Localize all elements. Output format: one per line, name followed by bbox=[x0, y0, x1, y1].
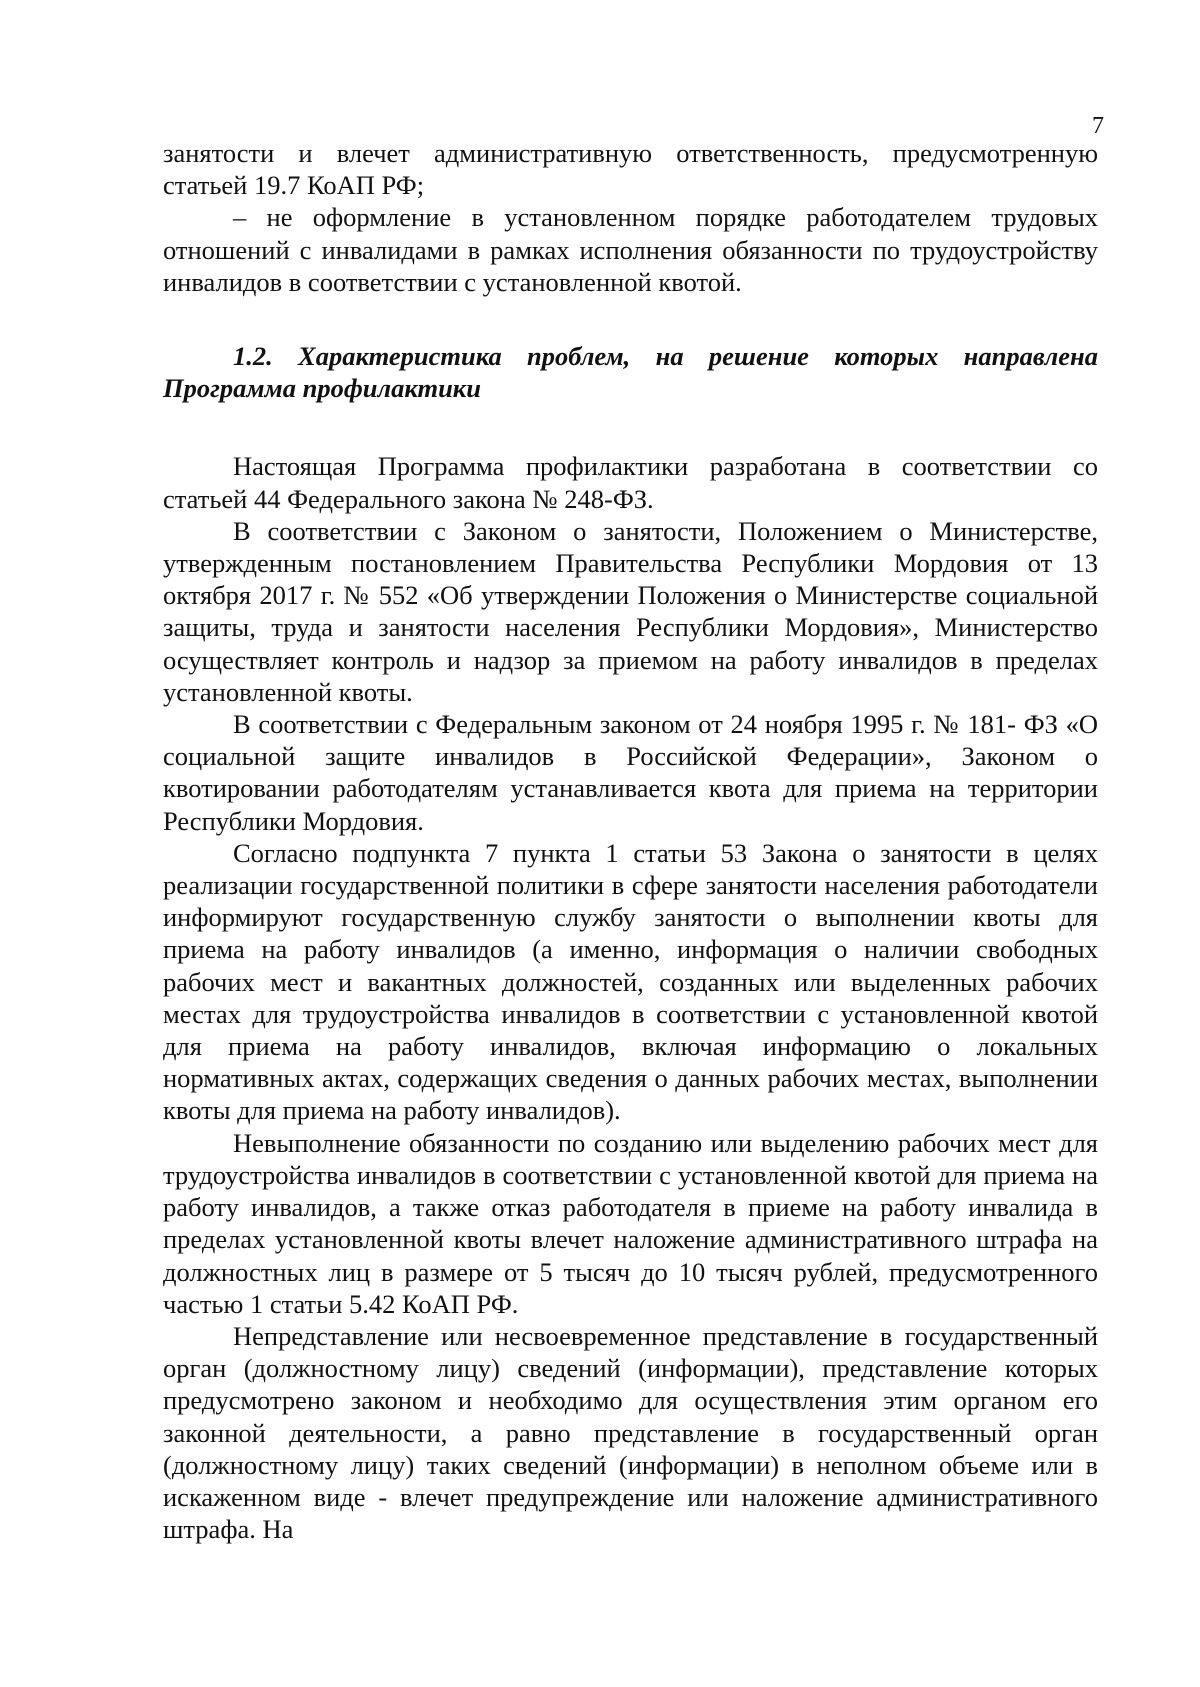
page-number: 7 bbox=[1092, 113, 1104, 139]
paragraph: Согласно подпункта 7 пункта 1 статьи 53 Закона о занятости в целях реализации государственной политики в сфере занятости населения работодатели информируют государственную службу занятости о выполнении квоты для приема на работу инвалидов (а именно, информация о наличии свободных рабочих мест и вакантных должностей, созданных или выделенных рабочих местах для трудоустройства инвалидов в соответствии с установленной квотой для приема на работу инвалидов, включая информацию о локальных нормативных актах, содержащих сведения о данных рабочих местах, выполнении квоты для приема на работу инвалидов). bbox=[163, 837, 1098, 1126]
paragraph-continuation: занятости и влечет административную ответственность, предусмотренную статьей 19.7 КоАП РФ; bbox=[163, 138, 1098, 201]
paragraph: Настоящая Программа профилактики разработана в соответствии со статьей 44 Федерального закона № 248-ФЗ. bbox=[163, 451, 1098, 514]
document-body bbox=[163, 137, 1098, 1545]
paragraph-list-item: – не оформление в установленном порядке работодателем трудовых отношений с инвалидами в рамках исполнения обязанности по трудоустройству инвалидов в соответствии с установленной квотой. bbox=[163, 202, 1098, 297]
paragraph: Невыполнение обязанности по созданию или выделению рабочих мест для трудоустройства инвалидов в соответствии с установленной квотой для приема на работу инвалидов, а также отказ работодателя в приеме на работу инвалида в пределах установленной квоты влечет наложение административного штрафа на должностных лиц в размере от 5 тысяч до 10 тысяч рублей, предусмотренного частью 1 статьи 5.42 КоАП РФ. bbox=[163, 1127, 1098, 1319]
paragraph: В соответствии с Законом о занятости, Положением о Министерстве, утвержденным постановлением Правительства Республики Мордовия от 13 октября 2017 г. № 552 «Об утверждении Положения о Министерстве социальной защиты, труда и занятости населения Республики Мордовия», Министерство осуществляет контроль и надзор за приемом на работу инвалидов в пределах установленной квоты. bbox=[163, 515, 1098, 707]
paragraph: Непредставление или несвоевременное представление в государственный орган (должностному лицу) сведений (информации), представление которых предусмотрено законом и необходимо для осуществления этим органом его законной деятельности, а равно представление в государственный орган (должностному лицу) таких сведений (информации) в неполном объеме или в искаженном виде - влечет предупреждение или наложение административного штрафа. На bbox=[163, 1320, 1098, 1545]
section-heading: 1.2. Характеристика проблем, на решение которых направлена Программа профилактики bbox=[163, 341, 1098, 404]
paragraph: В соответствии с Федеральным законом от 24 ноября 1995 г. № 181- ФЗ «О социальной защите инвалидов в Российской Федерации», Законом о квотировании работодателям устанавливается квота для приема на территории Республики Мордовия. bbox=[163, 709, 1098, 836]
